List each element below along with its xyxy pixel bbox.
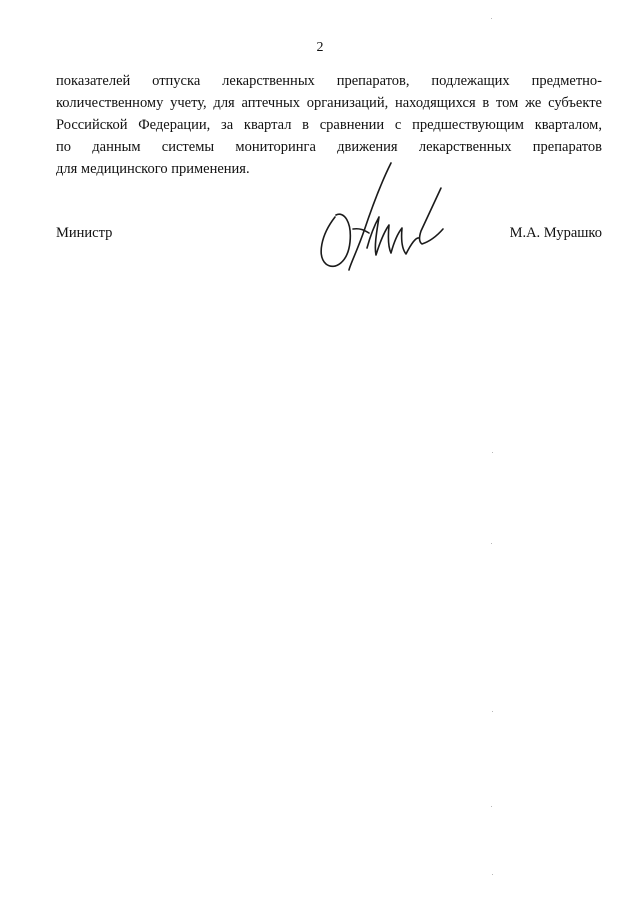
signer-name: М.А. Мурашко — [509, 225, 602, 241]
body-line: показателей отпуска лекарственных препаратов, подлежащих предметно- — [56, 73, 602, 89]
scan-dot — [491, 806, 492, 807]
scan-dot — [492, 874, 493, 875]
body-line: Российской Федерации, за квартал в сравнении с предшествующим кварталом, — [56, 117, 602, 133]
page-number: 2 — [316, 40, 324, 55]
handwritten-signature — [312, 158, 462, 278]
scan-dot — [491, 18, 492, 19]
scan-dot — [492, 711, 493, 712]
position-title: Министр — [56, 225, 113, 241]
body-line: для медицинского применения. — [56, 161, 250, 177]
scan-dot — [492, 452, 493, 453]
body-line: количественному учету, для аптечных организаций, находящихся в том же субъекте — [56, 95, 602, 111]
body-line: по данным системы мониторинга движения лекарственных препаратов — [56, 139, 602, 155]
scan-dot — [491, 543, 492, 544]
